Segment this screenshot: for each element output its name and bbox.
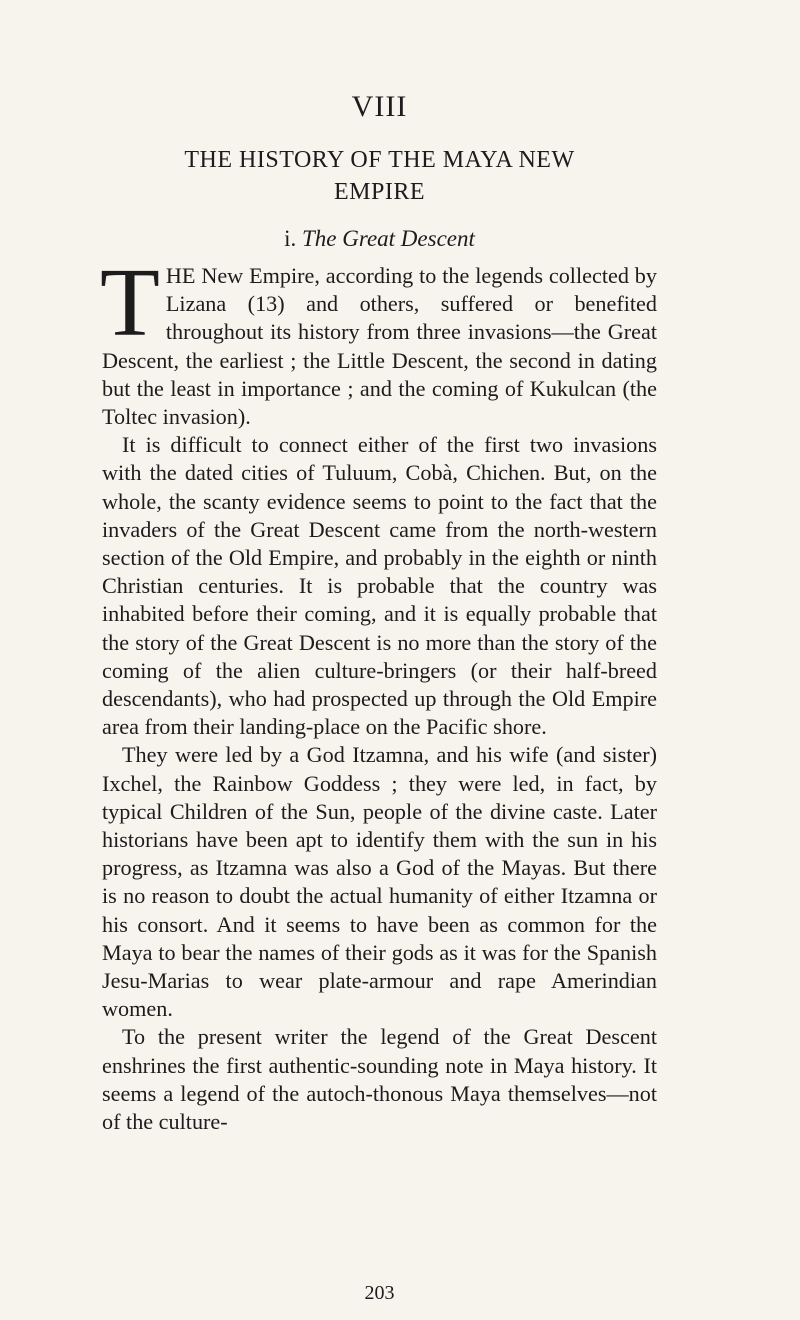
drop-cap: T [100, 249, 160, 357]
chapter-number: VIII [351, 90, 408, 123]
paragraph-1 [100, 249, 657, 431]
section-title: The Great Descent [302, 226, 475, 251]
paragraph-3: They were led by a God Itzamna, and his wife (and sister) Ixchel, the Rainbow Goddess ; they were led, in fact, by typical Children of the Sun, people of the divine caste. Later historians have been apt to identify them with the sun in his progress, as Itzamna was also a God of the Mayas. But there is no reason to doubt the actual humanity of either Itzamna or his consort. And it seems to have been as common for the Maya to bear the names of their gods as it was for the Spanish Jesu-Marias to wear plate-armour and rape Amerindian women. [102, 742, 657, 1022]
paragraph-1-text: HE New Empire, according to the legends collected by Lizana (13) and others, suffered or benefited throughout its history from three invasions—the Great Descent, the earliest ; the Little Descent, the second in dating but the least in importance ; and the coming of Kukulcan (the Toltec invasion). [102, 263, 657, 430]
paragraph-2: It is difficult to connect either of the first two invasions with the dated cities of Tuluum, Cobà, Chichen. But, on the whole, the scanty evidence seems to point to the fact that the invaders of the Great Descent came from the north-western section of the Old Empire, and probably in the eighth or ninth Christian centuries. It is probable that the country was inhabited before their coming, and it is equally probable that the story of the Great Descent is no more than the story of the coming of the alien culture-bringers (or their half-breed descendants), who had prospected up through the Old Empire area from their landing-place on the Pacific shore. [102, 432, 657, 740]
chapter-title-line-1: THE HISTORY OF THE MAYA NEW [184, 147, 575, 173]
section-number: i. [284, 226, 297, 251]
chapter-title [102, 144, 657, 208]
page-number: 203 [364, 1282, 395, 1304]
section-heading [102, 226, 657, 252]
chapter-title-line-2: EMPIRE [333, 179, 425, 205]
body-text [100, 249, 657, 1136]
paragraph-4: To the present writer the legend of the Great Descent enshrines the first authentic-sounding note in Maya history. It seems a legend of the autoch-thonous Maya themselves—not of the culture- [102, 1024, 657, 1135]
book-page [102, 0, 657, 1320]
